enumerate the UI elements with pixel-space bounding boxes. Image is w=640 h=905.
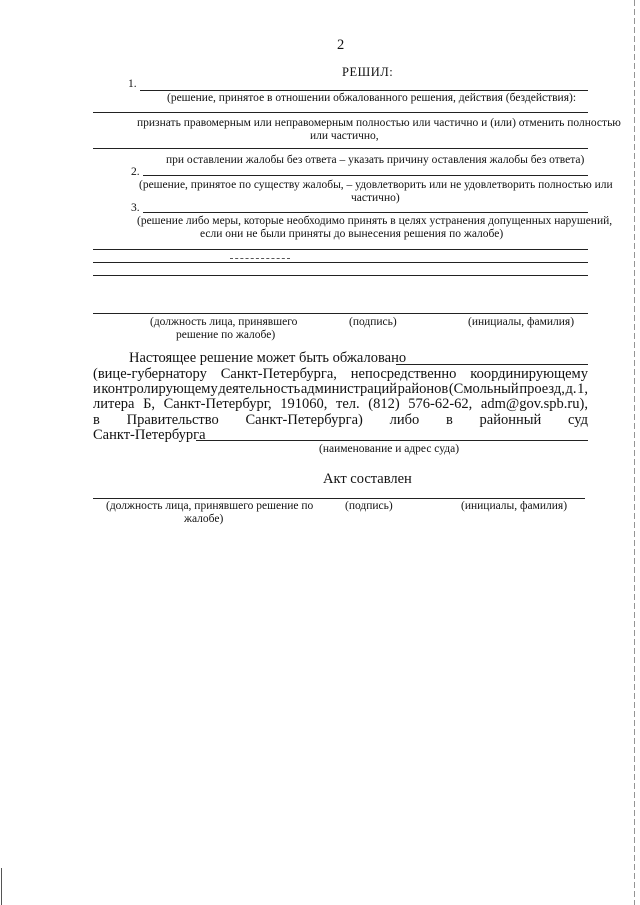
appeal-line3-word: 1, bbox=[577, 381, 588, 397]
item2-caption-line1: (решение, принятое по существу жалобы, – удовлетворить или не удовлетворить полностью или bbox=[139, 179, 613, 191]
signature1-name: (инициалы, фамилия) bbox=[468, 316, 575, 328]
scan-edge-left bbox=[1, 868, 2, 905]
appeal-line5-word: в bbox=[445, 412, 453, 428]
court-fill-line bbox=[196, 440, 588, 441]
item1-fill-line-3 bbox=[93, 148, 588, 149]
item2-caption-line2: частично) bbox=[351, 192, 400, 204]
item2-fill-line bbox=[143, 175, 588, 176]
act-signature-line bbox=[93, 498, 585, 499]
appeal-line4-word: Санкт-Петербург, bbox=[163, 396, 272, 412]
appeal-line5-word: Санкт-Петербурга) bbox=[245, 412, 363, 428]
appeal-line3-word: д. bbox=[565, 381, 577, 397]
blank-line-1 bbox=[93, 249, 588, 250]
item1-number: 1. bbox=[128, 78, 137, 90]
act-name: (инициалы, фамилия) bbox=[461, 500, 568, 512]
item3-caption-line2: если они не были приняты до вынесения решения по жалобе) bbox=[200, 228, 504, 240]
appeal-line5-word: либо bbox=[389, 412, 420, 428]
appeal-line4-word: adm@gov.spb.ru), bbox=[480, 396, 588, 412]
appeal-line5-word: в bbox=[93, 412, 100, 428]
signature1-position-line1: (должность лица, принявшего bbox=[150, 316, 298, 328]
signature1-signature: (подпись) bbox=[349, 316, 397, 328]
appeal-line2-word: непосредственно bbox=[350, 366, 457, 382]
appeal-line4-word: тел. bbox=[336, 396, 360, 412]
appeal-fill-line bbox=[396, 364, 588, 365]
appeal-line4-word: литера bbox=[93, 396, 135, 412]
item1-fill-line-2 bbox=[93, 112, 588, 113]
item1-option-line2: или частично, bbox=[310, 130, 379, 142]
blank-line-3 bbox=[93, 275, 588, 276]
appeal-line5 bbox=[93, 413, 588, 428]
act-signature: (подпись) bbox=[345, 500, 393, 512]
section-heading: РЕШИЛ: bbox=[342, 65, 394, 79]
act-position-line2: жалобе) bbox=[184, 513, 224, 525]
appeal-line4-word: (812) bbox=[368, 396, 400, 412]
appeal-line3-word: контролирующему bbox=[101, 381, 218, 397]
appeal-line3-word: деятельность bbox=[218, 381, 301, 397]
item1-option-line3: при оставлении жалобы без ответа – указать причину оставления жалобы без ответа) bbox=[166, 154, 585, 166]
appeal-line1: Настоящее решение может быть обжаловано bbox=[129, 350, 407, 366]
appeal-line3-word: проезд, bbox=[519, 381, 565, 397]
appeal-line4 bbox=[93, 397, 588, 412]
appeal-line3 bbox=[93, 382, 588, 397]
appeal-line5-word: районный bbox=[479, 412, 542, 428]
court-caption: (наименование и адрес суда) bbox=[319, 443, 460, 455]
item3-caption-line1: (решение либо меры, которые необходимо принять в целях устранения допущенных нарушений, bbox=[137, 215, 613, 227]
blank-line-2 bbox=[93, 262, 588, 263]
appeal-line2-word: (вице-губернатору bbox=[93, 366, 207, 382]
item1-caption: (решение, принятое в отношении обжалованного решения, действия (бездействия): bbox=[167, 92, 577, 104]
signature1-line bbox=[93, 313, 588, 314]
appeal-line5-word: суд bbox=[567, 412, 588, 428]
appeal-line6: Санкт-Петербурга bbox=[93, 427, 206, 443]
appeal-line4-word: 191060, bbox=[280, 396, 328, 412]
appeal-line3-word: администраций bbox=[300, 381, 398, 397]
item1-option-line1: признать правомерным или неправомерным полностью или частично и (или) отменить полностью bbox=[137, 117, 621, 129]
item3-number: 3. bbox=[131, 202, 140, 214]
appeal-line2 bbox=[93, 367, 588, 382]
appeal-line3-word: районов bbox=[397, 381, 449, 397]
scan-edge-right bbox=[634, 0, 635, 905]
appeal-line4-word: Б, bbox=[143, 396, 156, 412]
appeal-line2-word: Санкт-Петербурга, bbox=[220, 366, 337, 382]
blank-line-mark bbox=[230, 258, 290, 259]
appeal-line4-word: 576-62-62, bbox=[408, 396, 473, 412]
appeal-line3-word: и bbox=[93, 381, 101, 397]
act-position-line1: (должность лица, принявшего решение по bbox=[106, 500, 314, 512]
signature1-position-line2: решение по жалобе) bbox=[176, 329, 276, 341]
appeal-line5-word: Правительство bbox=[126, 412, 219, 428]
appeal-line2-word: координирующему bbox=[470, 366, 588, 382]
act-title: Акт составлен bbox=[323, 471, 412, 487]
appeal-line3-word: (Смольный bbox=[448, 381, 519, 397]
page-number: 2 bbox=[337, 37, 345, 53]
item2-number: 2. bbox=[131, 166, 140, 178]
item3-fill-line bbox=[143, 212, 588, 213]
item1-fill-line bbox=[140, 90, 588, 91]
